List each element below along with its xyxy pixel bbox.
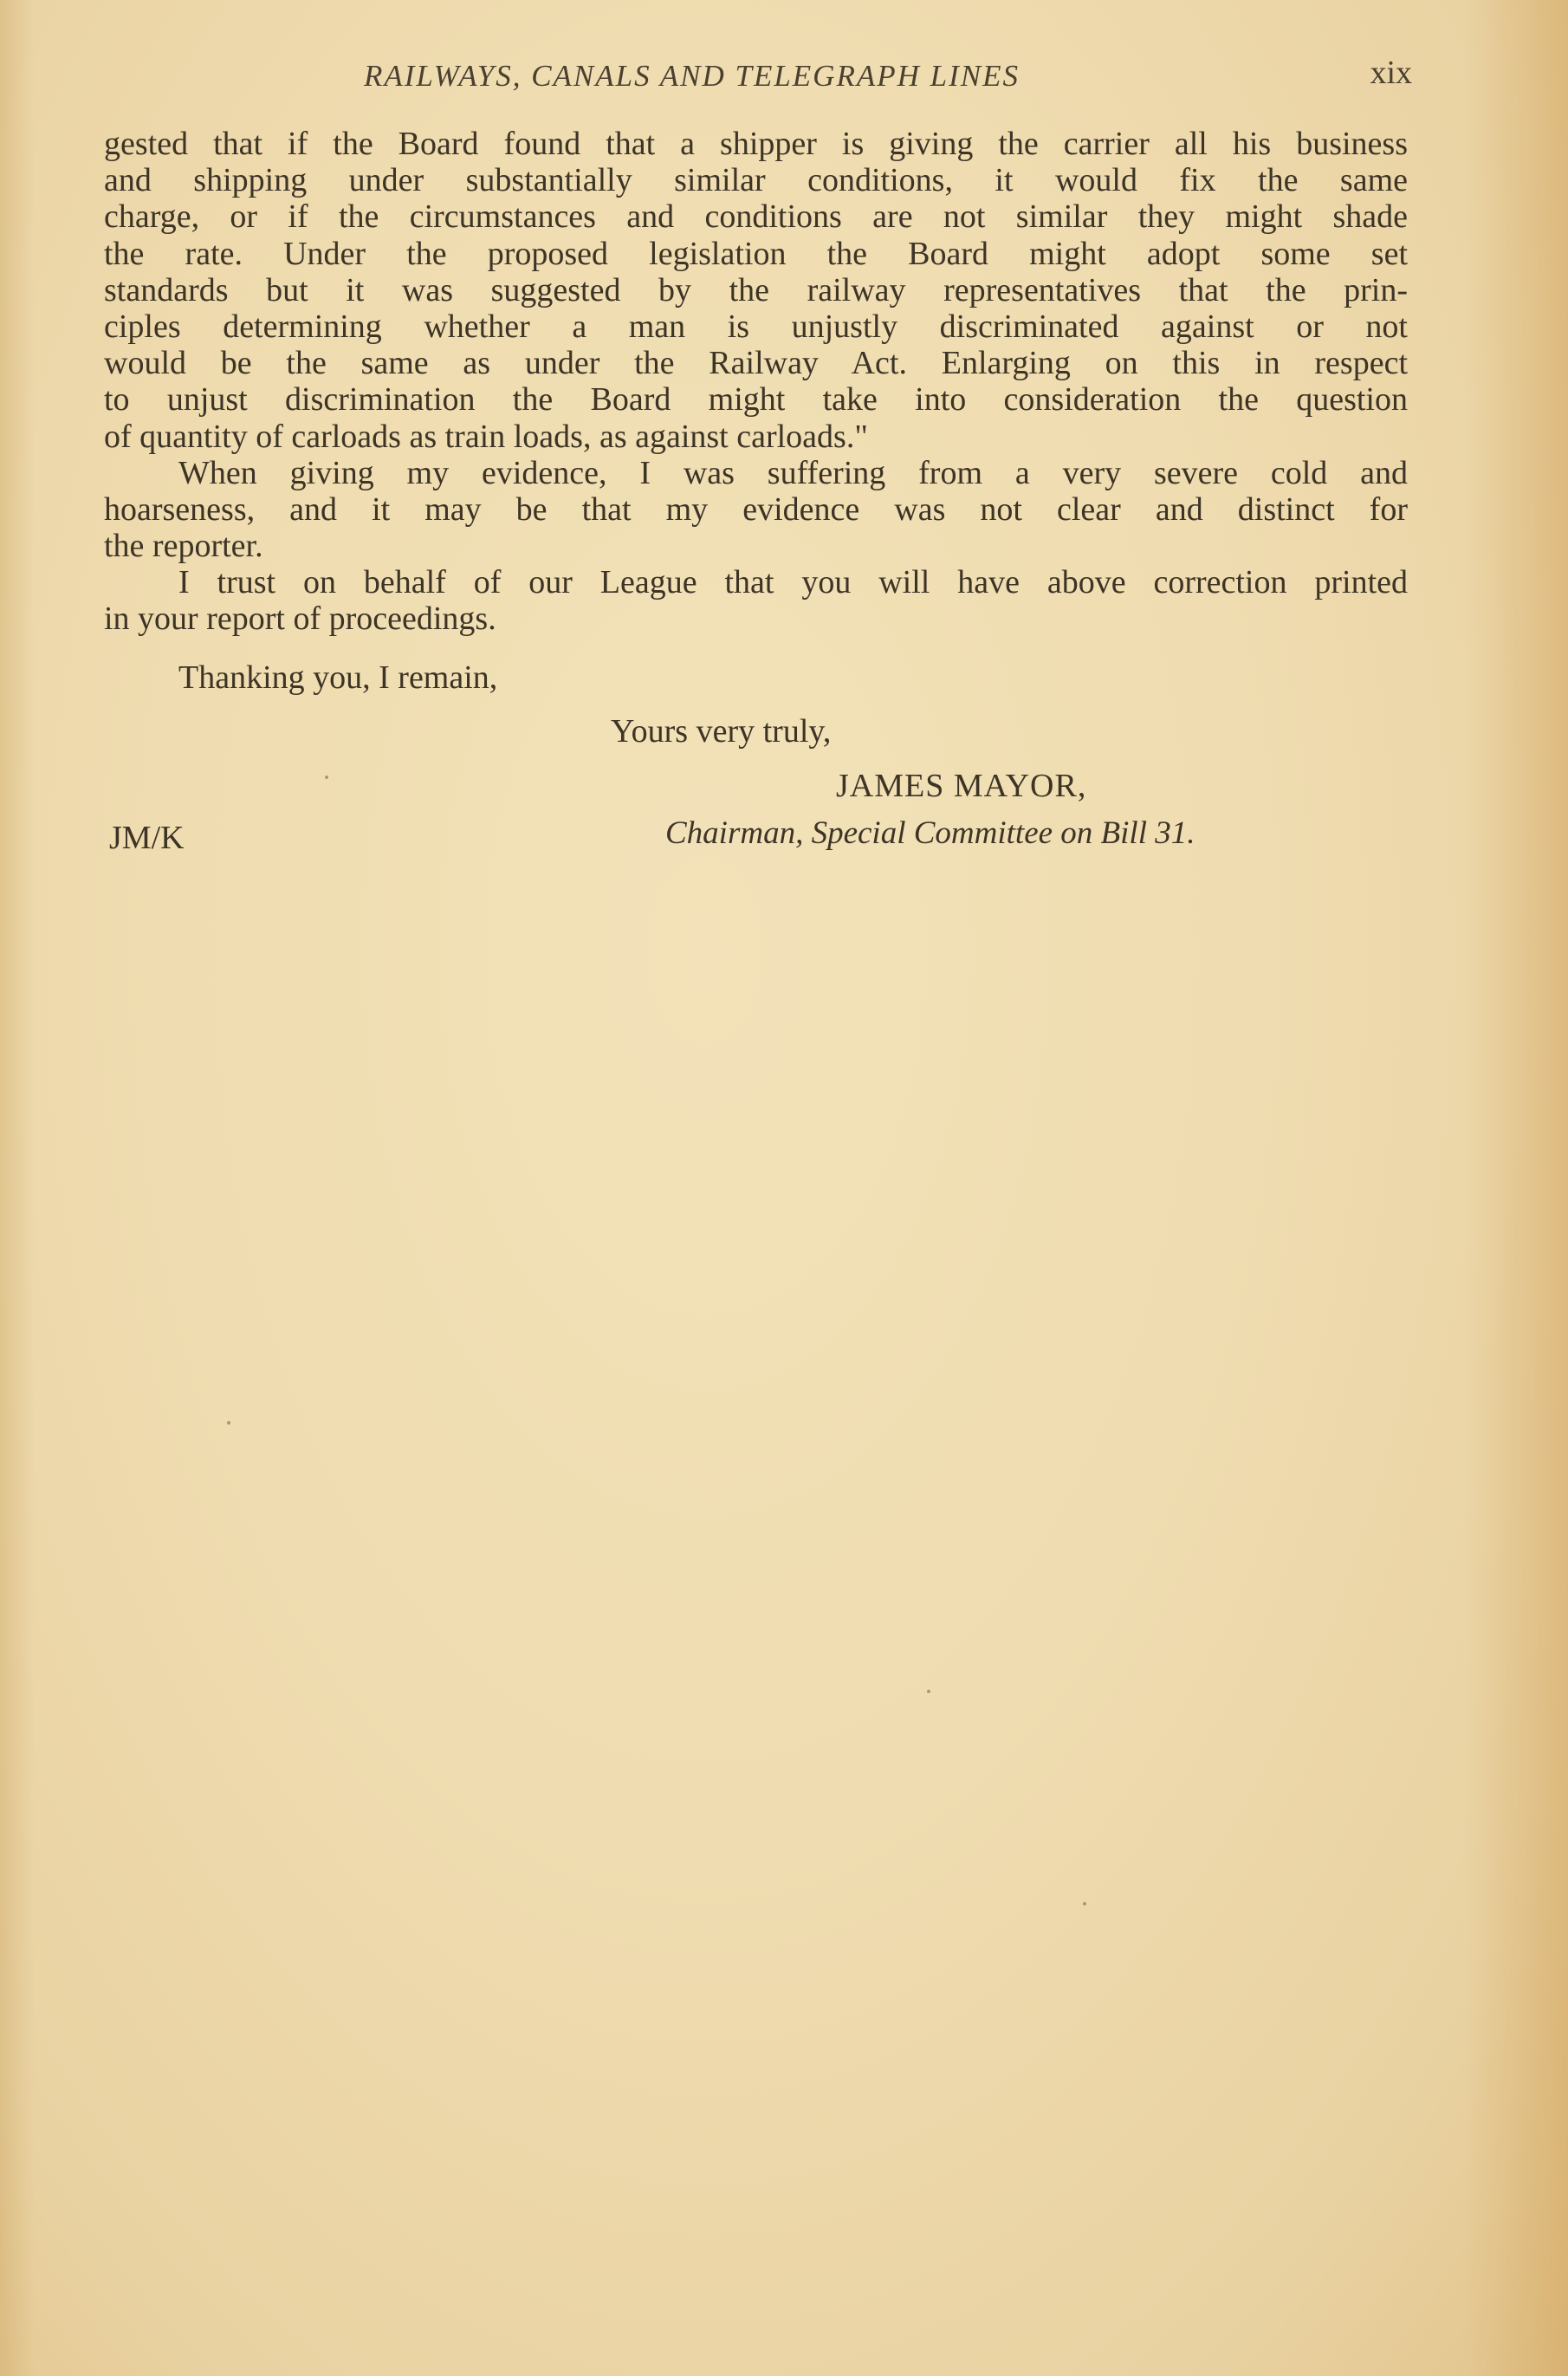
paper-speck	[1083, 1902, 1086, 1905]
text-line: When giving my evidence, I was suffering from a very severe cold and	[178, 454, 1408, 491]
text-line: the reporter.	[104, 528, 263, 565]
paragraph	[104, 455, 1408, 565]
text-line: the rate. Under the proposed legislation the Board might adopt some set	[104, 235, 1408, 272]
paper-speck	[227, 1421, 230, 1425]
text-line: standards but it was suggested by the railway representatives that the prin-	[104, 271, 1408, 308]
letter-body	[104, 126, 1408, 638]
running-head: RAILWAYS, CANALS AND TELEGRAPH LINES	[364, 59, 1020, 93]
text-line: gested that if the Board found that a shipper is giving the carrier all his business	[104, 126, 1408, 162]
text-line: I trust on behalf of our League that you will have above correction printed	[178, 564, 1408, 601]
text-line: charge, or if the circumstances and conditions are not similar they might shade	[104, 198, 1408, 236]
signer-title: Chairman, Special Committee on Bill 31.	[665, 815, 1195, 851]
reference-initials: JM/K	[109, 820, 185, 856]
signer-name: JAMES MAYOR,	[836, 768, 1087, 804]
text-line: to unjust discrimination the Board might take into consideration the question	[104, 381, 1408, 419]
paper-speck	[325, 776, 328, 779]
paragraph	[104, 126, 1408, 455]
paper-speck	[927, 1690, 930, 1693]
text-line: of quantity of carloads as train loads, as against carloads."	[104, 418, 868, 455]
text-line: and shipping under substantially similar conditions, it would fix the same	[104, 162, 1408, 199]
page-header	[104, 55, 1412, 102]
text-line: would be the same as under the Railway Act. Enlarging on this in respect	[104, 345, 1408, 382]
thanks-line: Thanking you, I remain,	[178, 659, 498, 696]
page-edge-shading	[1464, 0, 1568, 2376]
page-number: xix	[1370, 55, 1412, 91]
paragraph	[104, 564, 1408, 637]
complimentary-close: Yours very truly,	[611, 713, 832, 750]
text-line: ciples determining whether a man is unjustly discriminated against or not	[104, 308, 1408, 345]
text-line: hoarseness, and it may be that my evidence was not clear and distinct for	[104, 490, 1408, 528]
text-line: in your report of proceedings.	[104, 600, 496, 638]
page-edge-shading	[0, 0, 35, 2376]
